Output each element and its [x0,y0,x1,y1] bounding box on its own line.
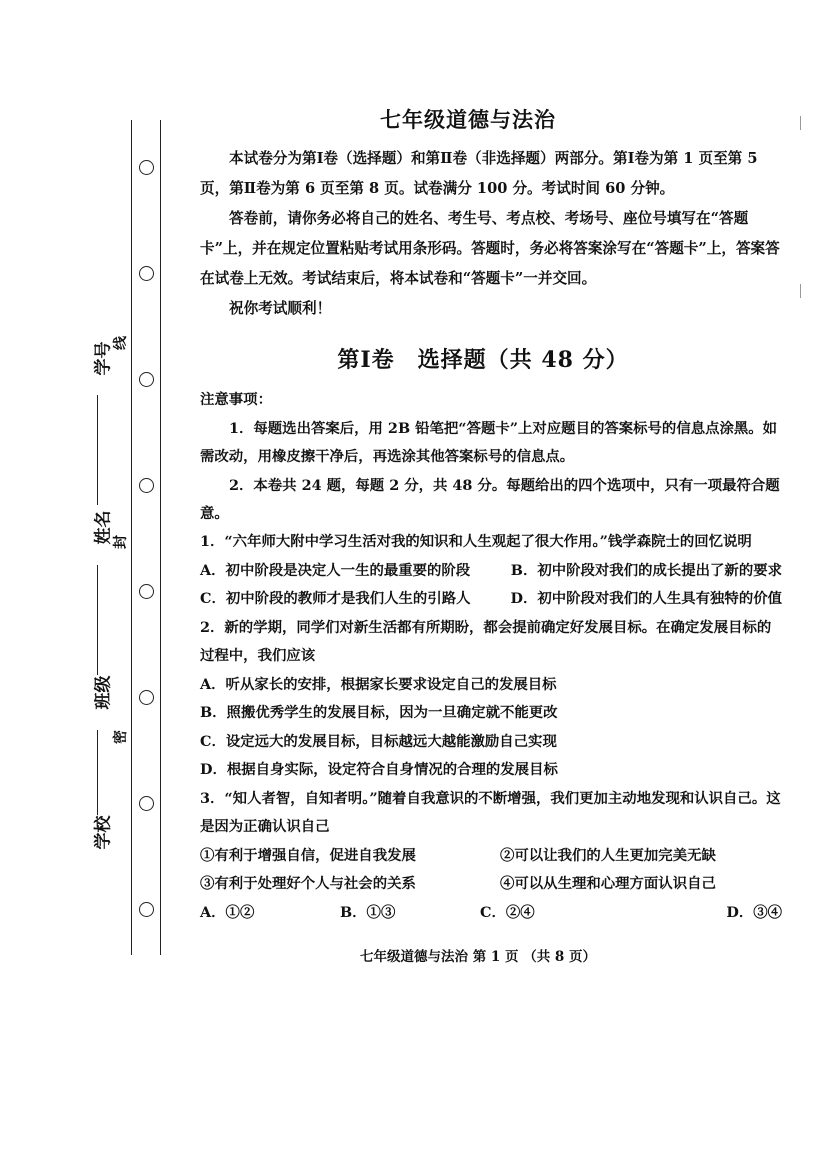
question-3-option-c[interactable]: C．②④ [480,903,535,921]
class-fill-line[interactable] [97,730,98,815]
notice-item-2: 2．本卷共 24 题，每题 2 分，共 48 分。每题给出的四个选项中，只有一项最符合题意。 [200,476,780,522]
question-1-stem: 1．“六年师大附中学习生活对我的知识和人生观起了很大作用。”钱学森院士的回忆说明 [200,533,752,550]
exam-title: 七年级道德与法治 [380,107,556,132]
question-3-statement-2: ②可以让我们的人生更加完美无缺 [500,846,716,864]
intro-paragraph-1: 本试卷分为第Ⅰ卷（选择题）和第Ⅱ卷（非选择题）两部分。第Ⅰ卷为第 1 页至第 5 页，第Ⅱ卷为第 6 页至第 8 页。试卷满分 100 分。考试时间 60 分钟。 [200,150,758,197]
question-1-option-c[interactable]: C．初中阶段的教师才是我们人生的引路人 [200,590,471,607]
question-2-stem: 2．新的学期，同学们对新生活都有所期盼，都会提前确定好发展目标。在确定发展目标的过程中，我们应该 [200,618,772,664]
question-1-option-a[interactable]: A．初中阶段是决定人一生的最重要的阶段 [200,561,471,579]
question-1-options-row-2 [200,585,782,614]
binding-hole [139,584,154,599]
question-3-option-b[interactable]: B．①③ [340,903,396,921]
question-3-option-a[interactable]: A．①② [200,903,255,921]
question-1-options-row-1 [200,557,782,586]
notice-label: 注意事项： [200,391,272,408]
question-3-statement-3: ③有利于处理好个人与社会的关系 [200,875,416,892]
name-label: 姓名 [93,510,114,545]
school-label: 学校 [93,815,114,850]
question-3-stem: 3．“知人者智，自知者明。”随着自我意识的不断增强，我们更加主动地发现和认识自己。这是因为正确认识自己 [200,789,781,835]
question-1-option-d[interactable]: D．初中阶段对我们的人生具有独特的价值 [510,590,782,607]
binding-hole [139,690,154,705]
class-label: 班级 [93,675,114,710]
binding-hole [139,902,154,917]
question-2-option-b[interactable]: B．照搬优秀学生的发展目标，因为一旦确定就不能更改 [200,704,558,721]
question-3-options [200,899,782,928]
binding-hole [139,266,154,281]
intro-block [200,144,780,324]
binding-line-left [131,120,132,955]
intro-paragraph-3: 祝你考试顺利！ [229,300,332,317]
seal-char-secret: 密 [113,730,129,744]
notice-item-1: 1．每题选出答案后，用 2B 铅笔把“答题卡”上对应题目的答案标号的信息点涂黑。如需改动，用橡皮擦干净后，再选涂其他答案标号的信息点。 [200,419,778,465]
question-3-statement-4: ④可以从生理和心理方面认识自己 [500,875,716,892]
questions-block [200,528,782,927]
binding-hole [139,796,154,811]
seal-char-line: 线 [113,336,129,350]
page-footer: 七年级道德与法治 第 1 页 （共 8 页） [360,949,596,965]
question-1-option-b[interactable]: B．初中阶段对我们的成长提出了新的要求 [510,561,782,579]
question-3-statements-row-1 [200,842,782,871]
binding-hole [139,372,154,387]
seal-char-seal: 封 [113,535,129,549]
student-id-label: 学号 [93,341,114,376]
binding-line-right [160,120,161,955]
binding-hole [139,478,154,493]
question-3-statements-row-2 [200,870,782,899]
question-2-option-d[interactable]: D．根据自身实际，设定符合自身情况的合理的发展目标 [200,761,558,778]
question-3-statement-1: ①有利于增强自信，促进自我发展 [200,846,416,864]
question-2-option-a[interactable]: A．听从家长的安排，根据家长要求设定自己的发展目标 [200,675,557,693]
name-fill-line[interactable] [97,565,98,675]
question-3-option-d[interactable]: D．③④ [726,903,782,921]
scan-mark [800,284,801,298]
intro-paragraph-2: 答卷前，请你务必将自己的姓名、考生号、考点校、考场号、座位号填写在“答题卡”上，并在规定位置粘贴考试用条形码。答题时，务必将答案涂写在“答题卡”上，答案答在试卷上无效。考试结束后，将本试卷和“答题卡”一并交回。 [200,210,780,287]
question-2-option-c[interactable]: C．设定远大的发展目标，目标越远大越能激励自己实现 [200,732,557,750]
binding-hole [139,160,154,175]
notice-block [200,386,782,529]
student-id-fill-line[interactable] [97,395,98,505]
section-title: 第Ⅰ卷 选择题（共 48 分） [337,347,629,373]
